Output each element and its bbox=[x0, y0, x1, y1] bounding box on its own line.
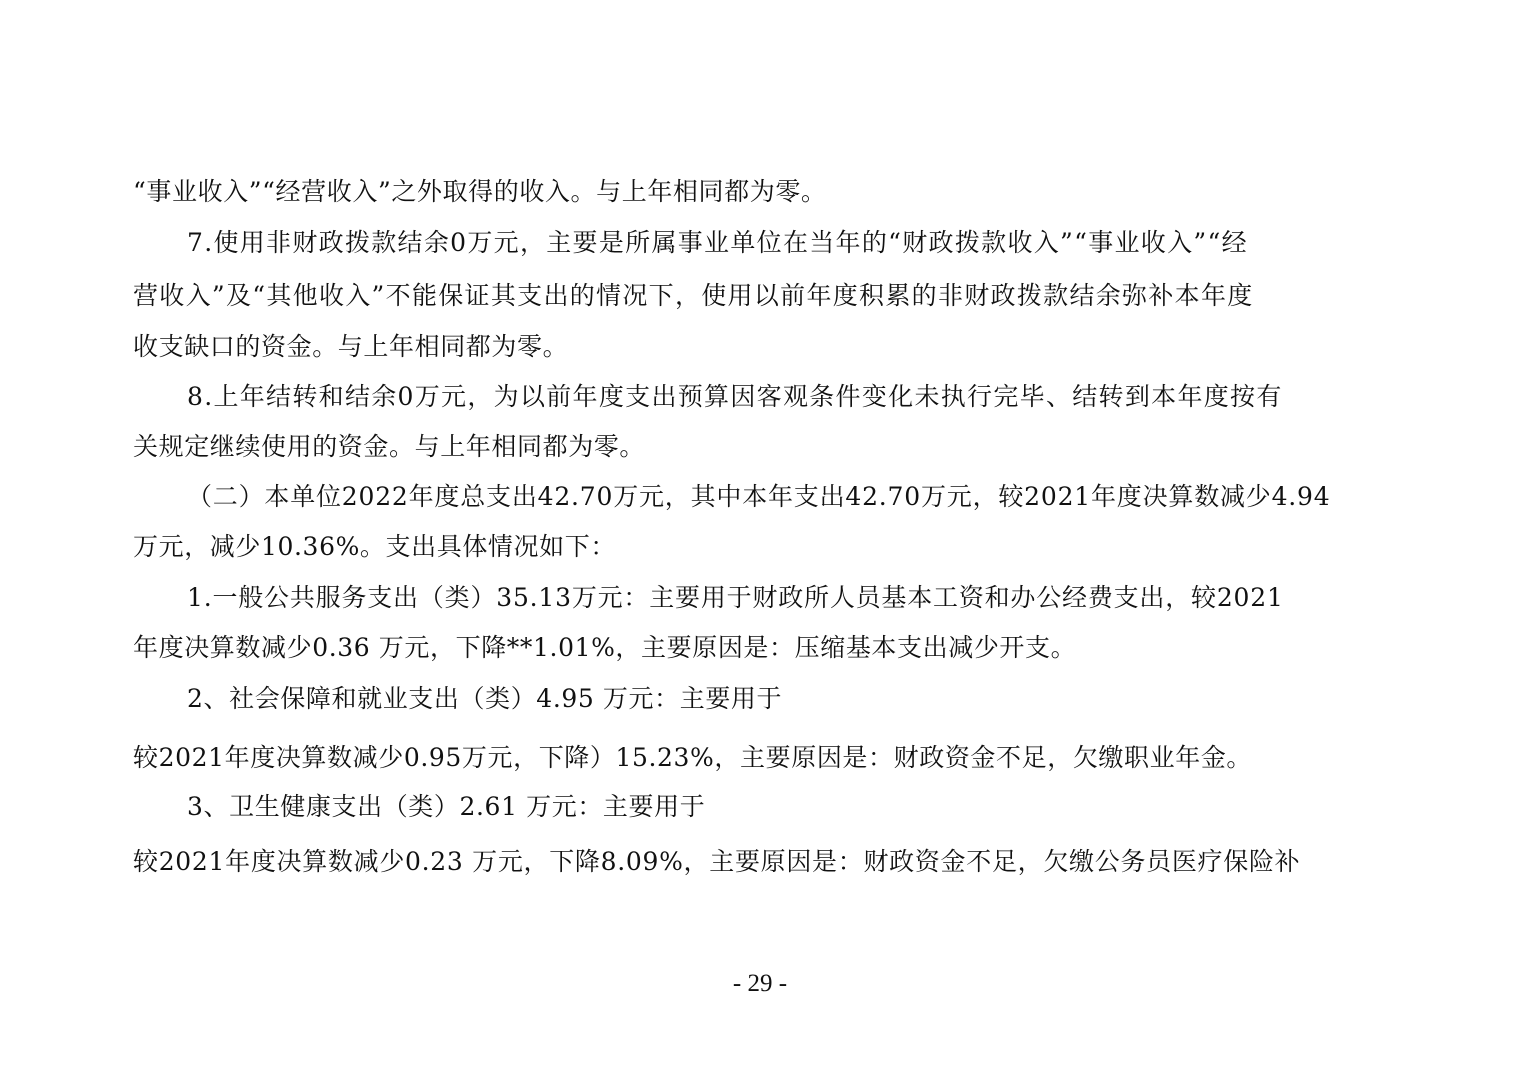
text-line-13: 3、卫生健康支出（类）2.61 万元：主要用于 bbox=[187, 792, 706, 821]
text-line-2: 7.使用非财政拨款结余0万元，主要是所属事业单位在当年的“财政拨款收入”“事业收入”“经 bbox=[187, 228, 1248, 257]
text-line-1: “事业收入”“经营收入”之外取得的收入。与上年相同都为零。 bbox=[133, 177, 827, 206]
text-line-12: 较2021年度决算数减少0.95万元，下降）15.23%，主要原因是：财政资金不足，欠缴职业年金。 bbox=[133, 743, 1253, 772]
text-line-14: 较2021年度决算数减少0.23 万元，下降8.09%，主要原因是：财政资金不足，欠缴公务员医疗保险补 bbox=[133, 847, 1301, 876]
text-line-6: 关规定继续使用的资金。与上年相同都为零。 bbox=[133, 432, 646, 461]
text-line-10: 年度决算数减少0.36 万元，下降**1.01%，主要原因是：压缩基本支出减少开支。 bbox=[133, 633, 1077, 662]
text-line-11: 2、社会保障和就业支出（类）4.95 万元：主要用于 bbox=[187, 684, 783, 713]
text-line-4: 收支缺口的资金。与上年相同都为零。 bbox=[133, 332, 569, 361]
page-number: - 29 - bbox=[732, 970, 788, 997]
text-line-9: 1.一般公共服务支出（类）35.13万元：主要用于财政所人员基本工资和办公经费支出，较2021 bbox=[187, 583, 1284, 612]
text-line-5: 8.上年结转和结余0万元，为以前年度支出预算因客观条件变化未执行完毕、结转到本年度按有 bbox=[187, 382, 1283, 411]
text-line-3: 营收入”及“其他收入”不能保证其支出的情况下，使用以前年度积累的非财政拨款结余弥补本年度 bbox=[133, 281, 1254, 310]
text-line-7: （二）本单位2022年度总支出42.70万元，其中本年支出42.70万元，较2021年度决算数减少4.94 bbox=[187, 482, 1331, 511]
text-line-8: 万元，减少10.36%。支出具体情况如下： bbox=[133, 532, 616, 561]
